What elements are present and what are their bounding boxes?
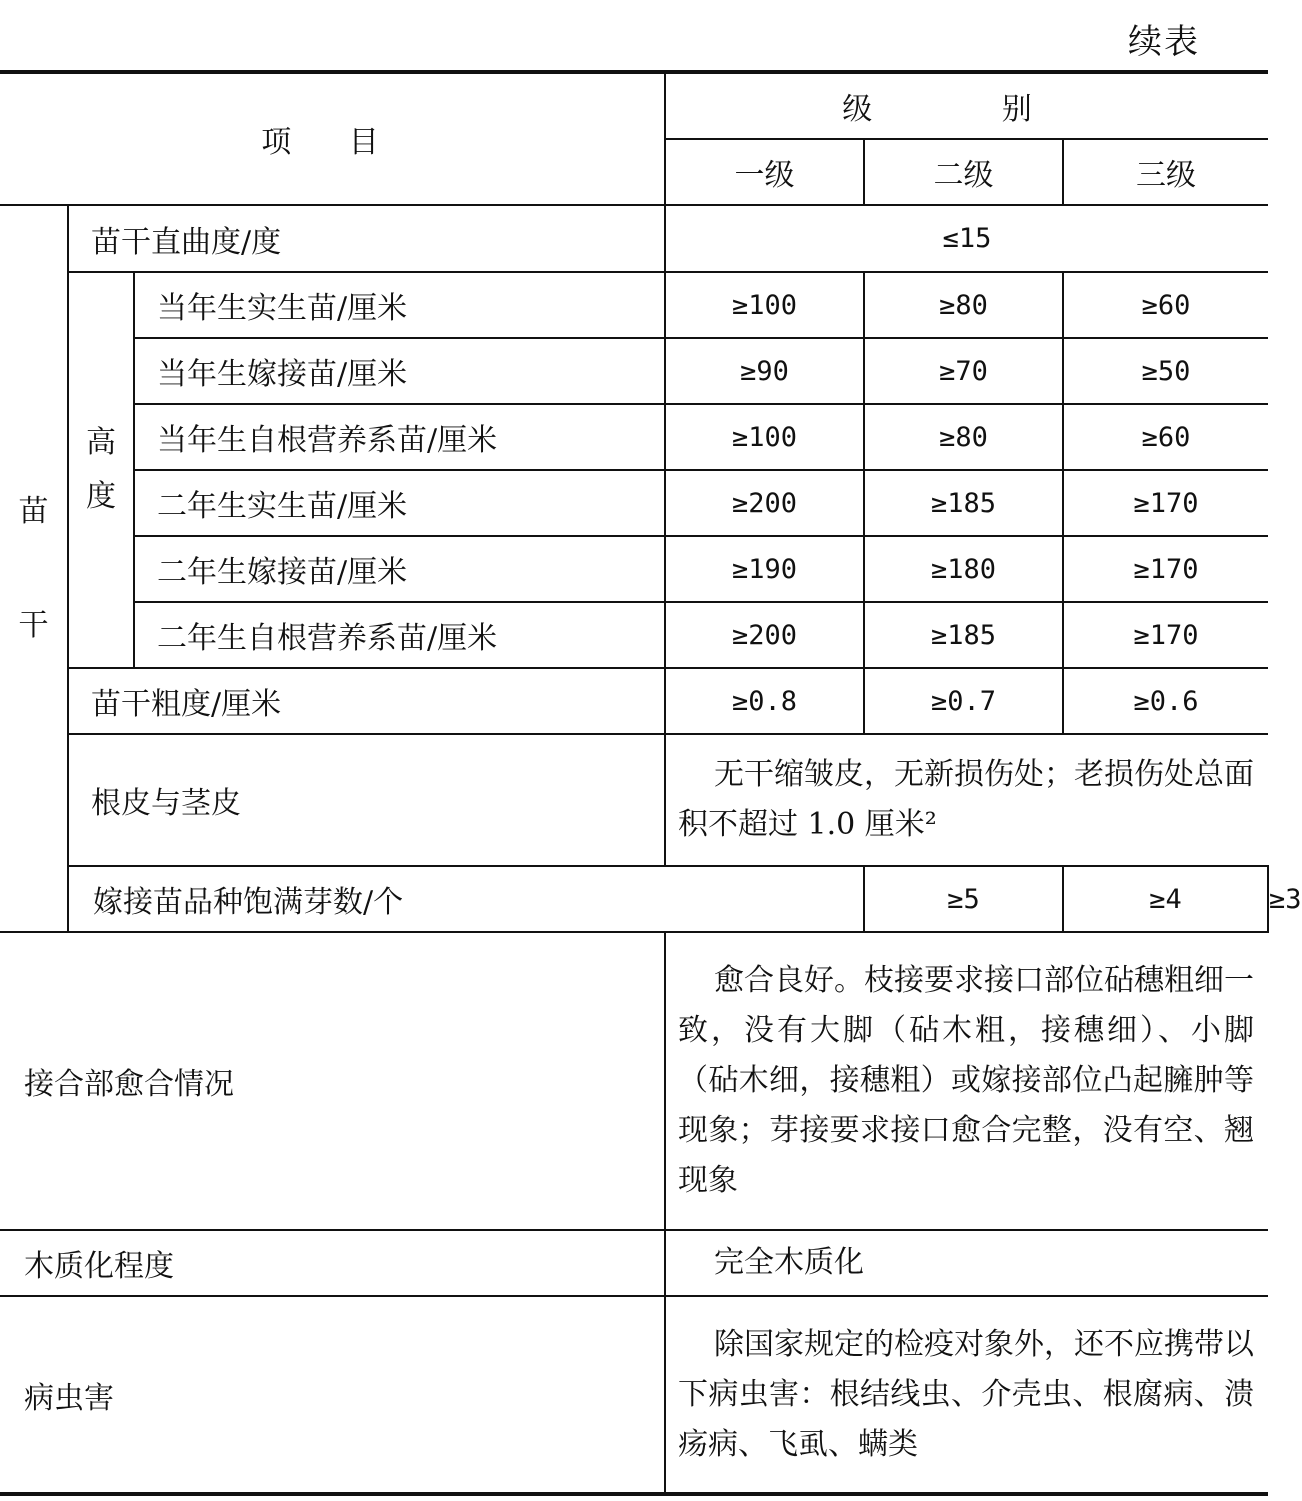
height-row-value: ≥50 xyxy=(1063,338,1268,404)
header-item-text: 项 目 xyxy=(261,125,403,160)
height-row-label: 当年生嫁接苗/厘米 xyxy=(134,338,665,404)
height-row-value: ≥190 xyxy=(665,536,864,602)
union-label: 接合部愈合情况 xyxy=(0,932,665,1230)
height-row-value: ≥60 xyxy=(1063,272,1268,338)
height-row-value: ≥100 xyxy=(665,272,864,338)
height-row-value: ≥170 xyxy=(1063,470,1268,536)
thickness-value: ≥0.7 xyxy=(864,668,1063,734)
stem-label-char-1: 苗 xyxy=(18,493,49,529)
thickness-label: 苗干粗度/厘米 xyxy=(68,668,665,734)
stem-section-label xyxy=(0,205,68,932)
header-grade-2: 二级 xyxy=(864,139,1063,205)
straightness-value: ≤15 xyxy=(665,205,1268,272)
lignification-label: 木质化程度 xyxy=(0,1230,665,1296)
union-value: 愈合良好。枝接要求接口部位砧穗粗细一致，没有大脚（砧木粗，接穗细）、小脚（砧木细，接穗粗）或嫁接部位凸起臃肿等现象；芽接要求接口愈合完整，没有空、翘现象 xyxy=(665,932,1268,1230)
height-row-value: ≥170 xyxy=(1063,602,1268,668)
height-row-value: ≥185 xyxy=(864,602,1063,668)
height-row-value: ≥90 xyxy=(665,338,864,404)
buds-value: ≥4 xyxy=(1063,866,1268,932)
continuation-label: 续表 xyxy=(1128,22,1200,62)
height-row-value: ≥200 xyxy=(665,602,864,668)
thickness-value: ≥0.6 xyxy=(1063,668,1268,734)
height-label-char-1: 高 xyxy=(86,425,116,460)
height-row-value: ≥70 xyxy=(864,338,1063,404)
height-row-value: ≥80 xyxy=(864,272,1063,338)
height-row-value: ≥185 xyxy=(864,470,1063,536)
bark-value: 无干缩皱皮，无新损伤处；老损伤处总面积不超过 1.0 厘米² xyxy=(665,734,1268,866)
header-grade-text: 级 别 xyxy=(842,92,1092,127)
height-row-value: ≥180 xyxy=(864,536,1063,602)
height-row-label: 当年生自根营养系苗/厘米 xyxy=(134,404,665,470)
height-row-value: ≥60 xyxy=(1063,404,1268,470)
height-row-value: ≥170 xyxy=(1063,536,1268,602)
buds-value: ≥5 xyxy=(864,866,1063,932)
height-row-value: ≥80 xyxy=(864,404,1063,470)
buds-label: 嫁接苗品种饱满芽数/个 xyxy=(68,866,864,932)
bark-label: 根皮与茎皮 xyxy=(68,734,665,866)
pests-label: 病虫害 xyxy=(0,1296,665,1494)
height-section-label xyxy=(68,272,134,668)
height-row-label: 二年生嫁接苗/厘米 xyxy=(134,536,665,602)
height-row-label: 二年生自根营养系苗/厘米 xyxy=(134,602,665,668)
height-row-value: ≥200 xyxy=(665,470,864,536)
lignification-value: 完全木质化 xyxy=(665,1230,1268,1296)
height-row-label: 二年生实生苗/厘米 xyxy=(134,470,665,536)
header-grade-3: 三级 xyxy=(1063,139,1268,205)
thickness-value: ≥0.8 xyxy=(665,668,864,734)
header-grade xyxy=(665,72,1268,139)
height-row-label: 当年生实生苗/厘米 xyxy=(134,272,665,338)
stem-label-char-2: 干 xyxy=(18,607,49,643)
header-item xyxy=(0,72,665,205)
pests-value: 除国家规定的检疫对象外，还不应携带以下病虫害：根结线虫、介壳虫、根腐病、溃疡病、飞虱、螨类 xyxy=(665,1296,1268,1494)
height-row-value: ≥100 xyxy=(665,404,864,470)
header-grade-1: 一级 xyxy=(665,139,864,205)
straightness-label: 苗干直曲度/度 xyxy=(68,205,665,272)
height-label-char-2: 度 xyxy=(86,479,116,514)
nursery-grade-table: 项 目 级 别 一级 二级 三级 苗 干 苗干直曲度/度 ≤15 高 度 当年生实生苗/厘米 ≥100 ≥80 ≥60 当年生嫁接苗/厘米 ≥90 ≥70 ≥50 当年生自根营养系苗/厘米 ≥100 ≥80 ≥60 二年生实生苗/厘米 ≥200 ≥185 ≥170 二年生嫁接苗/厘米 ≥190 ≥180 ≥170 二年生自根营养系苗/厘米 ≥200 ≥185 ≥170 苗干粗度/厘米 ≥0.8 ≥0.7 ≥0.6 根皮与茎皮 无干缩皱皮，无新损伤处；老损伤处总面积不超过 1.0 厘米² 嫁接苗品种饱满芽数/个 ≥5 ≥4 ≥3 接合部愈合情况 愈合良好。枝接要求接口部位砧穗粗细一致，没有大脚（砧木粗，接穗细）、小脚（砧木细，接穗粗）或嫁接部位凸起臃肿等现象；芽接要求接口愈合完整，没有空、翘现象 木质化程度 完全木质化 病虫害 除国家规定的检疫对象外，还不应携带以下病虫害：根结线虫、介壳虫、根腐病、溃疡病、飞虱、螨类 xyxy=(0,70,1268,1496)
